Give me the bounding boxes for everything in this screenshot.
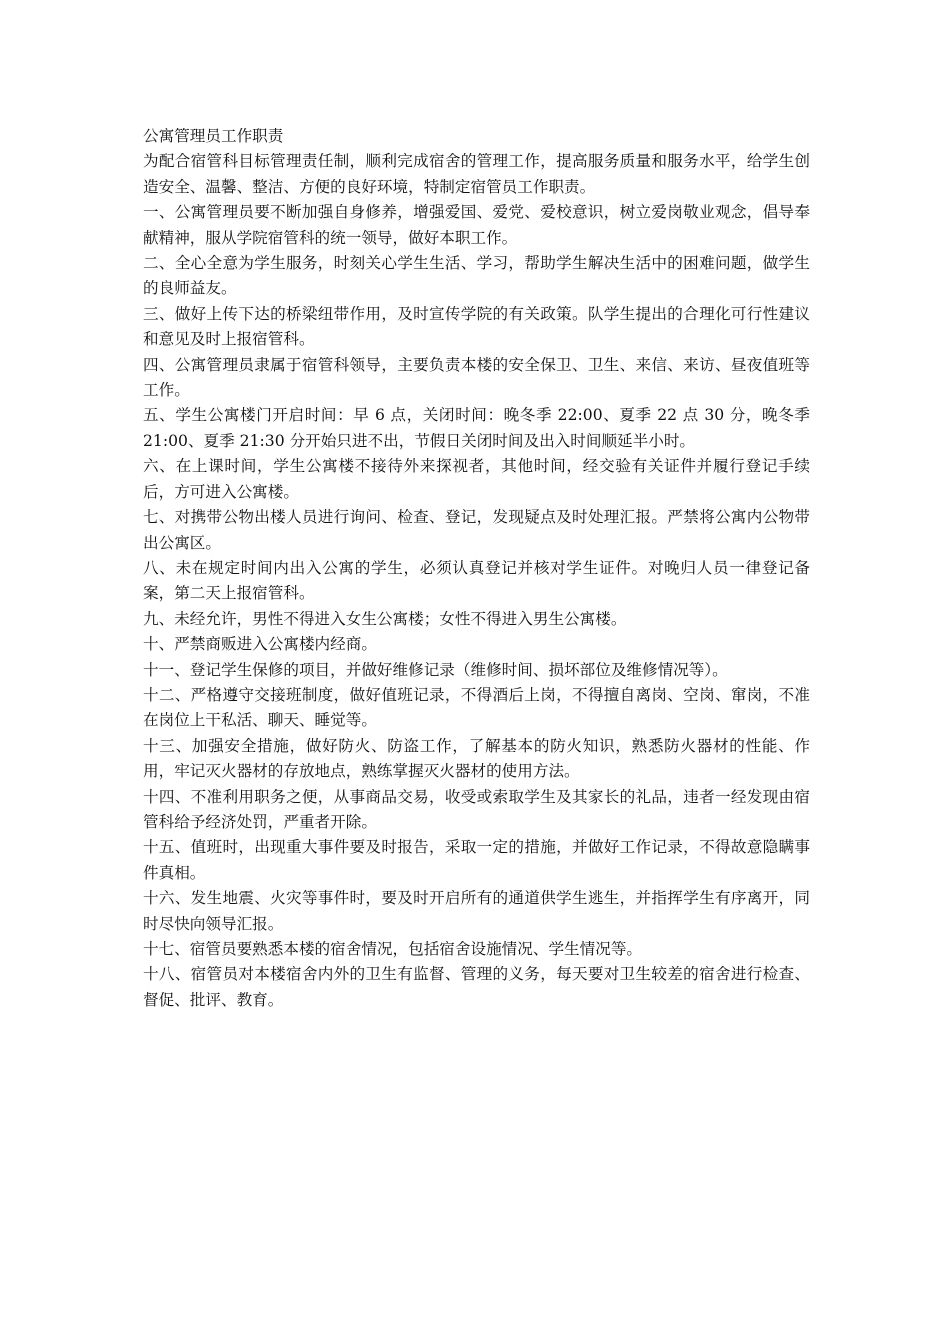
duty-item-2: 二、全心全意为学生服务，时刻关心学生生活、学习，帮助学生解决生活中的困难问题，做学生的良师益友。	[143, 254, 810, 298]
duty-item-12: 十二、严格遵守交接班制度，做好值班记录，不得酒后上岗，不得擅自离岗、空岗、窜岗，不准在岗位上干私活、聊天、睡觉等。	[143, 685, 810, 730]
document-body	[143, 124, 810, 1013]
duty-item-3: 三、做好上传下达的桥梁纽带作用，及时宣传学院的有关政策。队学生提出的合理化可行性建议和意见及时上报宿管科。	[143, 304, 810, 349]
duty-item-8: 八、未在规定时间内出入公寓的学生，必须认真登记并核对学生证件。对晚归人员一律登记备案，第二天上报宿管科。	[143, 558, 810, 603]
document-title: 公寓管理员工作职责	[143, 127, 284, 145]
duty-item-11: 十一、登记学生保修的项目，并做好维修记录（维修时间、损坏部位及维修情况等）。	[143, 660, 728, 679]
duty-item-6: 六、在上课时间，学生公寓楼不接待外来探视者，其他时间，经交验有关证件并履行登记手续后，方可进入公寓楼。	[143, 457, 810, 501]
duty-item-10: 十、严禁商贩进入公寓楼内经商。	[143, 635, 377, 654]
duty-item-9: 九、未经允许，男性不得进入女生公寓楼；女性不得进入男生公寓楼。	[143, 609, 627, 628]
duty-item-18: 十八、宿管员对本楼宿舍内外的卫生有监督、管理的义务，每天要对卫生较差的宿舍进行检查、督促、批评、教育。	[143, 965, 810, 1009]
intro-paragraph: 为配合宿管科目标管理责任制，顺利完成宿舍的管理工作，提高服务质量和服务水平，给学生创造安全、温馨、整洁、方便的良好环境，特制定宿管员工作职责。	[143, 152, 810, 196]
duty-item-13: 十三、加强安全措施，做好防火、防盗工作，了解基本的防火知识，熟悉防火器材的性能、作用，牢记灭火器材的存放地点，熟练掌握灭火器材的使用方法。	[143, 736, 810, 781]
duty-item-15: 十五、值班时，出现重大事件要及时报告，采取一定的措施，并做好工作记录，不得故意隐瞒事件真相。	[143, 838, 810, 882]
duty-item-5: 五、学生公寓楼门开启时间：早 6 点，关闭时间：晚冬季 22:00、夏季 22 点 30 分，晚冬季 21:00、夏季 21:30 分开始只进不出，节假日关闭时间及出入时间顺延半小时。	[143, 406, 810, 450]
duty-item-17: 十七、宿管员要熟悉本楼的宿舍情况，包括宿舍设施情况、学生情况等。	[143, 940, 643, 958]
duty-item-14: 十四、不准利用职务之便，从事商品交易，收受或索取学生及其家长的礼品，违者一经发现由宿管科给予经济处罚，严重者开除。	[143, 787, 810, 831]
duty-item-16: 十六、发生地震、火灾等事件时，要及时开启所有的通道供学生逃生，并指挥学生有序离开，同时尽快向领导汇报。	[143, 889, 810, 933]
duty-item-7: 七、对携带公物出楼人员进行询问、检查、登记，发现疑点及时处理汇报。严禁将公寓内公物带出公寓区。	[143, 508, 810, 552]
duty-item-4: 四、公寓管理员隶属于宿管科领导，主要负责本楼的安全保卫、卫生、来信、来访、昼夜值班等工作。	[143, 355, 810, 400]
duty-item-1: 一、公寓管理员要不断加强自身修养，增强爱国、爱党、爱校意识，树立爱岗敬业观念，倡导奉献精神，服从学院宿管科的统一领导，做好本职工作。	[143, 203, 810, 247]
